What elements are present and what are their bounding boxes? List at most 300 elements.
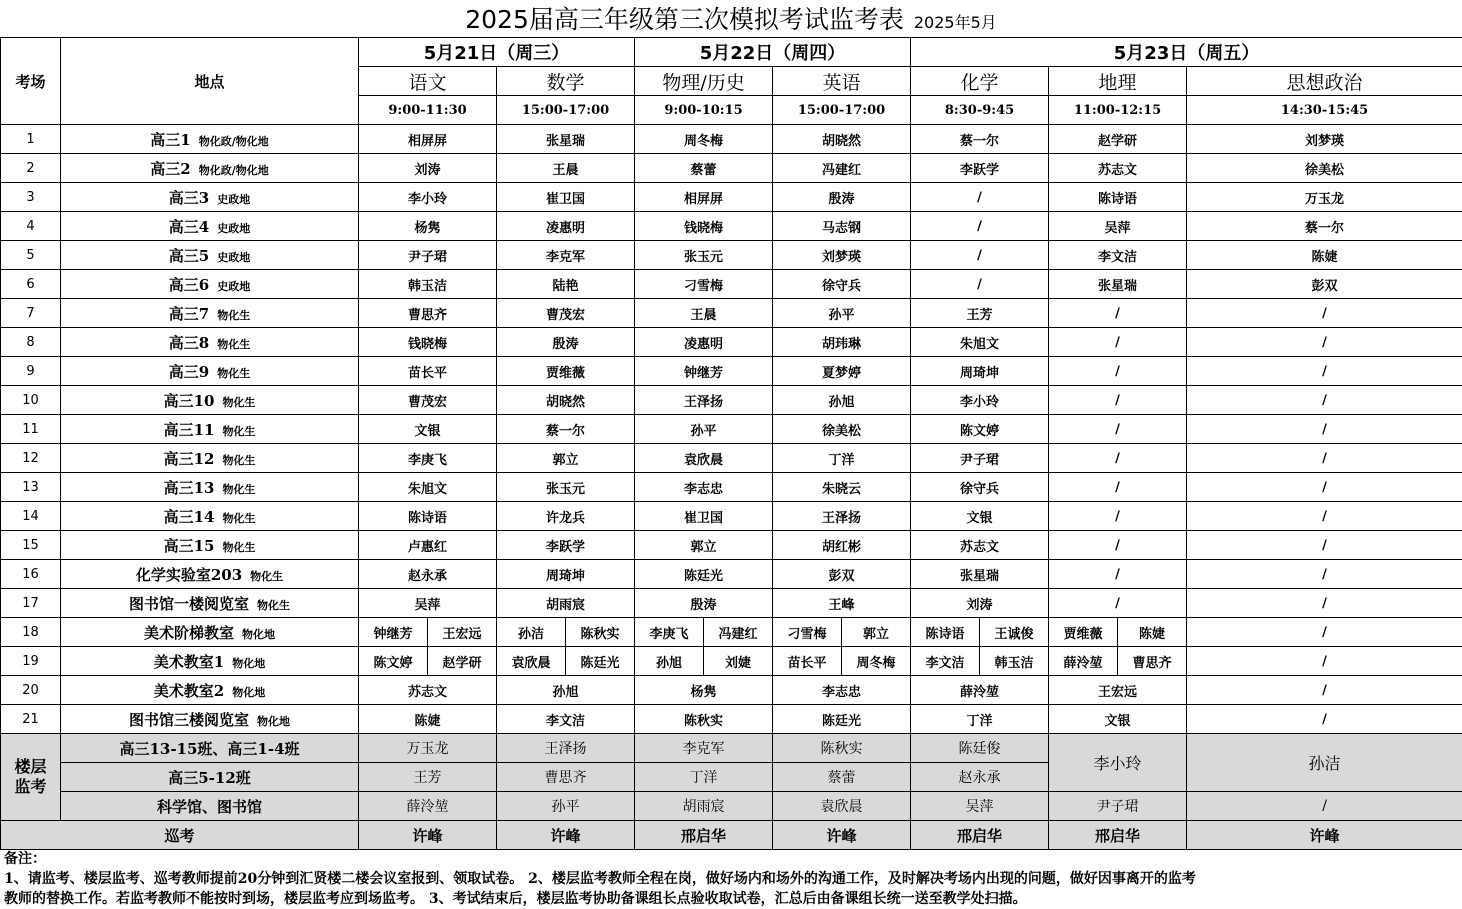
time-header: 11:00-12:15 xyxy=(1049,96,1187,125)
location-name: 高三4 xyxy=(169,218,209,236)
floor-proctor-label-text: 楼层监考 xyxy=(13,757,49,797)
proctor-cell: 朱晓云 xyxy=(773,473,911,502)
proctor-cell: 孙旭 xyxy=(635,647,704,676)
location-name: 高三2 xyxy=(150,160,190,178)
room-header: 考场 xyxy=(1,38,61,125)
floor-proctor-cell: 蔡蕾 xyxy=(773,763,911,792)
proctor-cell: 周冬梅 xyxy=(635,125,773,154)
subject-header: 英语 xyxy=(773,67,911,96)
subject-header: 化学 xyxy=(911,67,1049,96)
proctor-cell: 孙旭 xyxy=(497,676,635,705)
proctor-cell: 赵永承 xyxy=(359,560,497,589)
proctor-cell: 王宏远 xyxy=(1049,676,1187,705)
proctor-cell: 陈文婷 xyxy=(911,415,1049,444)
table-row xyxy=(1,444,1462,473)
notes-line-2: 教师的替换工作。若监考教师不能按时到场，楼层监考应到场监考。 3、考试结束后，楼层监考协助备课组长点验收取试卷，汇总后由备课组长统一送至教学处扫描。 xyxy=(4,889,1459,909)
location-name: 高三3 xyxy=(169,189,209,207)
patrol-cell: 许峰 xyxy=(359,821,497,850)
location-name: 高三10 xyxy=(164,392,215,410)
proctor-cell: 钟继芳 xyxy=(635,357,773,386)
notes-line-1: 1、请监考、楼层监考、巡考教师提前20分钟到汇贤楼二楼会议室报到、领取试卷。 2、楼层监考教师全程在岗，做好场内和场外的沟通工作，及时解决考场内出现的问题，做好因事离开的监考 xyxy=(4,869,1459,889)
proctor-cell: 胡雨宸 xyxy=(497,589,635,618)
table-row xyxy=(1,618,1462,647)
proctor-cell: 贾维薇 xyxy=(1049,618,1118,647)
proctor-cell: 张玉元 xyxy=(635,241,773,270)
proctor-cell: 曹茂宏 xyxy=(359,386,497,415)
patrol-cell: 许峰 xyxy=(1187,821,1462,850)
proctor-cell: 朱旭文 xyxy=(359,473,497,502)
proctor-cell: 孙平 xyxy=(773,299,911,328)
room-number: 20 xyxy=(1,676,61,705)
room-number: 2 xyxy=(1,154,61,183)
subject-group-tag: 物化生 xyxy=(222,483,255,496)
proctor-cell: 陈秋实 xyxy=(566,618,635,647)
proctor-cell: 周琦坤 xyxy=(497,560,635,589)
location-name: 高三7 xyxy=(169,305,209,323)
proctor-cell: 贾维薇 xyxy=(497,357,635,386)
location-name: 高三5 xyxy=(169,247,209,265)
patrol-cell: 许峰 xyxy=(497,821,635,850)
room-number: 11 xyxy=(1,415,61,444)
proctor-cell: 王晨 xyxy=(635,299,773,328)
table-row xyxy=(1,502,1462,531)
proctor-cell: 文银 xyxy=(911,502,1049,531)
subject-group-tag: 物化政/物化地 xyxy=(199,164,269,177)
proctor-cell: 张星瑞 xyxy=(911,560,1049,589)
proctor-cell: 彭双 xyxy=(773,560,911,589)
table-row xyxy=(1,589,1462,618)
proctor-cell: 苏志文 xyxy=(1049,154,1187,183)
schedule-table xyxy=(0,37,1462,850)
proctor-cell: 袁欣晨 xyxy=(635,444,773,473)
proctor-cell: / xyxy=(911,183,1049,212)
proctor-cell: 朱旭文 xyxy=(911,328,1049,357)
room-location xyxy=(61,299,359,328)
proctor-cell: / xyxy=(1049,386,1187,415)
subject-group-tag: 物化生 xyxy=(222,512,255,525)
proctor-cell: 李庚飞 xyxy=(359,444,497,473)
proctor-cell: / xyxy=(1187,502,1462,531)
proctor-cell: 陆艳 xyxy=(497,270,635,299)
floor-proctor-cell: 胡雨宸 xyxy=(635,792,773,821)
proctor-cell: 郭立 xyxy=(497,444,635,473)
room-location xyxy=(61,328,359,357)
proctor-cell: 夏梦婷 xyxy=(773,357,911,386)
proctor-cell: / xyxy=(1049,502,1187,531)
proctor-cell: 李文洁 xyxy=(1049,241,1187,270)
subject-group-tag: 物化地 xyxy=(232,657,265,670)
location-name: 美术教室1 xyxy=(154,653,224,671)
table-row xyxy=(1,183,1462,212)
patrol-label: 巡考 xyxy=(1,821,359,850)
proctor-cell: 钟继芳 xyxy=(359,618,428,647)
proctor-cell: 孙平 xyxy=(635,415,773,444)
proctor-cell: / xyxy=(1049,299,1187,328)
proctor-cell: 李庚飞 xyxy=(635,618,704,647)
proctor-cell: 陈诗语 xyxy=(1049,183,1187,212)
proctor-cell: 李志忠 xyxy=(635,473,773,502)
patrol-cell: 邢启华 xyxy=(635,821,773,850)
floor-proctor-cell: 王泽扬 xyxy=(497,734,635,763)
proctor-cell: 蔡一尔 xyxy=(497,415,635,444)
table-row xyxy=(1,328,1462,357)
proctor-cell: 周冬梅 xyxy=(842,647,911,676)
floor-proctor-cell: 袁欣晨 xyxy=(773,792,911,821)
subject-header: 地理 xyxy=(1049,67,1187,96)
proctor-cell: 陈文婷 xyxy=(359,647,428,676)
schedule-body xyxy=(1,38,1462,850)
proctor-cell: / xyxy=(1049,560,1187,589)
time-header: 14:30-15:45 xyxy=(1187,96,1462,125)
floor-area: 高三13-15班、高三1-4班 xyxy=(61,734,359,763)
proctor-cell: 陈婕 xyxy=(1118,618,1187,647)
room-location xyxy=(61,357,359,386)
proctor-cell: 卢惠红 xyxy=(359,531,497,560)
location-name: 化学实验室203 xyxy=(136,566,242,584)
proctor-cell: 孙旭 xyxy=(773,386,911,415)
room-location xyxy=(61,502,359,531)
proctor-cell: / xyxy=(1187,560,1462,589)
table-row xyxy=(1,415,1462,444)
proctor-cell: / xyxy=(1187,589,1462,618)
room-location xyxy=(61,676,359,705)
time-header: 9:00-11:30 xyxy=(359,96,497,125)
proctor-cell: / xyxy=(911,212,1049,241)
proctor-cell: 李文洁 xyxy=(911,647,980,676)
proctor-cell: 殷涛 xyxy=(635,589,773,618)
location-name: 美术教室2 xyxy=(154,682,224,700)
location-name: 高三6 xyxy=(169,276,209,294)
table-row xyxy=(1,531,1462,560)
room-location xyxy=(61,415,359,444)
table-row xyxy=(1,705,1462,734)
subject-header: 语文 xyxy=(359,67,497,96)
location-name: 图书馆三楼阅览室 xyxy=(129,711,249,729)
room-location xyxy=(61,444,359,473)
subject-group-tag: 史政地 xyxy=(217,280,250,293)
proctor-cell: 崔卫国 xyxy=(635,502,773,531)
proctor-cell: 陈诗语 xyxy=(359,502,497,531)
table-row xyxy=(1,270,1462,299)
table-row xyxy=(1,473,1462,502)
subject-header: 物理/历史 xyxy=(635,67,773,96)
proctor-cell: 张玉元 xyxy=(497,473,635,502)
proctor-cell: 蔡一尔 xyxy=(1187,212,1462,241)
room-location xyxy=(61,270,359,299)
proctor-cell: 崔卫国 xyxy=(497,183,635,212)
proctor-cell: 丁洋 xyxy=(773,444,911,473)
proctor-cell: 彭双 xyxy=(1187,270,1462,299)
room-number: 3 xyxy=(1,183,61,212)
proctor-cell: / xyxy=(1049,473,1187,502)
room-number: 19 xyxy=(1,647,61,676)
floor-proctor-cell: 丁洋 xyxy=(635,763,773,792)
floor-proctor-merged: 李小玲 xyxy=(1049,734,1187,792)
time-header: 8:30-9:45 xyxy=(911,96,1049,125)
proctor-cell: 袁欣晨 xyxy=(497,647,566,676)
proctor-cell: 许龙兵 xyxy=(497,502,635,531)
proctor-cell: 刘涛 xyxy=(359,154,497,183)
proctor-cell: 李跃学 xyxy=(911,154,1049,183)
floor-proctor-row xyxy=(1,734,1462,763)
proctor-cell: 韩玉洁 xyxy=(359,270,497,299)
proctor-cell: 徐美松 xyxy=(1187,154,1462,183)
room-number: 14 xyxy=(1,502,61,531)
subject-group-tag: 物化生 xyxy=(222,454,255,467)
room-location xyxy=(61,241,359,270)
location-name: 高三14 xyxy=(164,508,215,526)
proctor-cell: 殷涛 xyxy=(773,183,911,212)
proctor-cell: 王诚俊 xyxy=(980,618,1049,647)
document-title xyxy=(0,0,1462,36)
proctor-cell: / xyxy=(1187,705,1462,734)
notes xyxy=(4,849,1459,909)
proctor-cell: 马志钢 xyxy=(773,212,911,241)
time-header: 15:00-17:00 xyxy=(773,96,911,125)
proctor-cell: 王泽扬 xyxy=(773,502,911,531)
subject-header: 数学 xyxy=(497,67,635,96)
proctor-cell: 凌惠明 xyxy=(635,328,773,357)
subject-group-tag: 物化生 xyxy=(217,367,250,380)
proctor-cell: 王晨 xyxy=(497,154,635,183)
proctor-cell: 赵学研 xyxy=(1049,125,1187,154)
subject-group-tag: 史政地 xyxy=(217,193,250,206)
room-number: 12 xyxy=(1,444,61,473)
title-date: 2025年5月 xyxy=(914,13,997,32)
room-location xyxy=(61,531,359,560)
proctor-cell: 刘婕 xyxy=(704,647,773,676)
proctor-cell: / xyxy=(1049,531,1187,560)
room-location xyxy=(61,212,359,241)
proctor-cell: 杨隽 xyxy=(359,212,497,241)
proctor-cell: / xyxy=(1187,647,1462,676)
proctor-cell: / xyxy=(1049,589,1187,618)
proctor-cell: / xyxy=(1049,328,1187,357)
room-number: 4 xyxy=(1,212,61,241)
proctor-cell: 韩玉洁 xyxy=(980,647,1049,676)
proctor-cell: / xyxy=(1187,357,1462,386)
proctor-cell: 李文洁 xyxy=(497,705,635,734)
subject-group-tag: 物化政/物化地 xyxy=(199,135,269,148)
table-row xyxy=(1,212,1462,241)
floor-proctor-merged: 孙洁 xyxy=(1187,734,1462,792)
floor-proctor-cell: 薛泠堃 xyxy=(359,792,497,821)
room-number: 13 xyxy=(1,473,61,502)
subject-header: 思想政治 xyxy=(1187,67,1462,96)
location-header: 地点 xyxy=(61,38,359,125)
proctor-cell: / xyxy=(1187,328,1462,357)
proctor-cell: 相屏屏 xyxy=(359,125,497,154)
floor-proctor-cell: 曹思齐 xyxy=(497,763,635,792)
location-name: 图书馆一楼阅览室 xyxy=(129,595,249,613)
proctor-cell: 胡红彬 xyxy=(773,531,911,560)
proctor-cell: 王峰 xyxy=(773,589,911,618)
proctor-cell: / xyxy=(1187,415,1462,444)
proctor-cell: 王宏远 xyxy=(428,618,497,647)
date-header-1: 5月21日（周三） xyxy=(359,38,635,67)
subject-group-tag: 物化生 xyxy=(250,570,283,583)
subject-group-tag: 史政地 xyxy=(217,251,250,264)
proctor-cell: 徐守兵 xyxy=(911,473,1049,502)
proctor-cell: / xyxy=(911,241,1049,270)
proctor-cell: 蔡蕾 xyxy=(635,154,773,183)
proctor-cell: 杨隽 xyxy=(635,676,773,705)
room-number: 21 xyxy=(1,705,61,734)
table-row xyxy=(1,241,1462,270)
table-row xyxy=(1,676,1462,705)
time-header: 15:00-17:00 xyxy=(497,96,635,125)
room-location xyxy=(61,473,359,502)
proctor-cell: 钱晓梅 xyxy=(635,212,773,241)
room-location xyxy=(61,154,359,183)
proctor-cell: 文银 xyxy=(1049,705,1187,734)
proctor-cell: / xyxy=(1049,357,1187,386)
proctor-cell: 郭立 xyxy=(635,531,773,560)
room-location xyxy=(61,560,359,589)
patrol-cell: 许峰 xyxy=(773,821,911,850)
proctor-cell: 陈廷光 xyxy=(635,560,773,589)
proctor-cell: 李克军 xyxy=(497,241,635,270)
proctor-cell: 刁雪梅 xyxy=(773,618,842,647)
proctor-cell: 王芳 xyxy=(911,299,1049,328)
room-location xyxy=(61,183,359,212)
proctor-cell: 薛泠堃 xyxy=(911,676,1049,705)
proctor-cell: / xyxy=(1187,386,1462,415)
floor-proctor-cell: 赵永承 xyxy=(911,763,1049,792)
proctor-cell: / xyxy=(1187,676,1462,705)
table-row xyxy=(1,299,1462,328)
proctor-cell: 陈廷光 xyxy=(566,647,635,676)
proctor-cell: 陈婕 xyxy=(1187,241,1462,270)
proctor-cell: 尹子珺 xyxy=(911,444,1049,473)
location-name: 高三15 xyxy=(164,537,215,555)
proctor-cell: 曹茂宏 xyxy=(497,299,635,328)
proctor-cell: / xyxy=(1187,473,1462,502)
date-header-2: 5月22日（周四） xyxy=(635,38,911,67)
proctor-cell: 刘涛 xyxy=(911,589,1049,618)
room-location xyxy=(61,647,359,676)
room-number: 7 xyxy=(1,299,61,328)
table-row xyxy=(1,386,1462,415)
proctor-cell: 吴萍 xyxy=(359,589,497,618)
notes-label: 备注： xyxy=(4,849,1459,869)
subject-group-tag: 物化生 xyxy=(222,425,255,438)
proctor-cell: 王泽扬 xyxy=(635,386,773,415)
proctor-cell: / xyxy=(1187,299,1462,328)
room-location xyxy=(61,705,359,734)
proctor-cell: 苗长平 xyxy=(773,647,842,676)
floor-proctor-cell: / xyxy=(1187,792,1462,821)
location-name: 高三12 xyxy=(164,450,215,468)
room-number: 8 xyxy=(1,328,61,357)
proctor-cell: 刘梦瑛 xyxy=(773,241,911,270)
floor-proctor-cell: 陈秋实 xyxy=(773,734,911,763)
title-main: 2025届高三年级第三次模拟考试监考表 xyxy=(465,5,904,34)
room-number: 5 xyxy=(1,241,61,270)
proctor-cell: 徐美松 xyxy=(773,415,911,444)
proctor-cell: 蔡一尔 xyxy=(911,125,1049,154)
table-row xyxy=(1,647,1462,676)
proctor-cell: 冯建红 xyxy=(773,154,911,183)
location-name: 美术阶梯教室 xyxy=(144,624,234,642)
proctor-cell: 周琦坤 xyxy=(911,357,1049,386)
floor-area: 科学馆、图书馆 xyxy=(61,792,359,821)
proctor-cell: 尹子珺 xyxy=(359,241,497,270)
room-location xyxy=(61,589,359,618)
patrol-cell: 邢启华 xyxy=(911,821,1049,850)
floor-proctor-row xyxy=(1,792,1462,821)
proctor-cell: 张星瑞 xyxy=(1049,270,1187,299)
floor-area: 高三5-12班 xyxy=(61,763,359,792)
floor-proctor-label xyxy=(1,734,61,821)
subject-group-tag: 物化地 xyxy=(242,628,275,641)
location-name: 高三11 xyxy=(164,421,215,439)
floor-proctor-cell: 王芳 xyxy=(359,763,497,792)
proctor-cell: 胡玮琳 xyxy=(773,328,911,357)
location-name: 高三13 xyxy=(164,479,215,497)
subject-group-tag: 物化生 xyxy=(257,599,290,612)
proctor-cell: / xyxy=(1049,444,1187,473)
proctor-cell: / xyxy=(911,270,1049,299)
proctor-cell: 相屏屏 xyxy=(635,183,773,212)
proctor-cell: 苗长平 xyxy=(359,357,497,386)
time-header: 9:00-10:15 xyxy=(635,96,773,125)
header-dates-row xyxy=(1,38,1462,67)
proctor-cell: 文银 xyxy=(359,415,497,444)
location-name: 高三8 xyxy=(169,334,209,352)
room-number: 9 xyxy=(1,357,61,386)
proctor-cell: 吴萍 xyxy=(1049,212,1187,241)
proctor-cell: 曹思齐 xyxy=(1118,647,1187,676)
floor-proctor-cell: 吴萍 xyxy=(911,792,1049,821)
proctor-cell: 胡晓然 xyxy=(497,386,635,415)
table-row xyxy=(1,560,1462,589)
proctor-cell: 陈诗语 xyxy=(911,618,980,647)
proctor-cell: 陈婕 xyxy=(359,705,497,734)
proctor-cell: 凌惠明 xyxy=(497,212,635,241)
proctor-cell: 张星瑞 xyxy=(497,125,635,154)
room-location xyxy=(61,125,359,154)
floor-proctor-cell: 李克军 xyxy=(635,734,773,763)
proctor-cell: 万玉龙 xyxy=(1187,183,1462,212)
floor-proctor-cell: 尹子珺 xyxy=(1049,792,1187,821)
room-number: 16 xyxy=(1,560,61,589)
room-number: 6 xyxy=(1,270,61,299)
subject-group-tag: 物化生 xyxy=(217,309,250,322)
proctor-cell: 冯建红 xyxy=(704,618,773,647)
proctor-cell: 殷涛 xyxy=(497,328,635,357)
proctor-cell: 胡晓然 xyxy=(773,125,911,154)
room-number: 1 xyxy=(1,125,61,154)
proctor-cell: 赵学研 xyxy=(428,647,497,676)
proctor-cell: 刘梦瑛 xyxy=(1187,125,1462,154)
proctor-cell: 李小玲 xyxy=(911,386,1049,415)
floor-proctor-cell: 陈廷俊 xyxy=(911,734,1049,763)
patrol-cell: 邢启华 xyxy=(1049,821,1187,850)
subject-group-tag: 物化地 xyxy=(257,715,290,728)
subject-group-tag: 物化生 xyxy=(222,541,255,554)
proctor-cell: 薛泠堃 xyxy=(1049,647,1118,676)
room-location xyxy=(61,386,359,415)
floor-proctor-cell: 孙平 xyxy=(497,792,635,821)
proctor-cell: / xyxy=(1187,531,1462,560)
room-location xyxy=(61,618,359,647)
room-number: 18 xyxy=(1,618,61,647)
location-name: 高三9 xyxy=(169,363,209,381)
subject-group-tag: 物化地 xyxy=(232,686,265,699)
subject-group-tag: 物化生 xyxy=(222,396,255,409)
proctor-cell: 陈廷光 xyxy=(773,705,911,734)
